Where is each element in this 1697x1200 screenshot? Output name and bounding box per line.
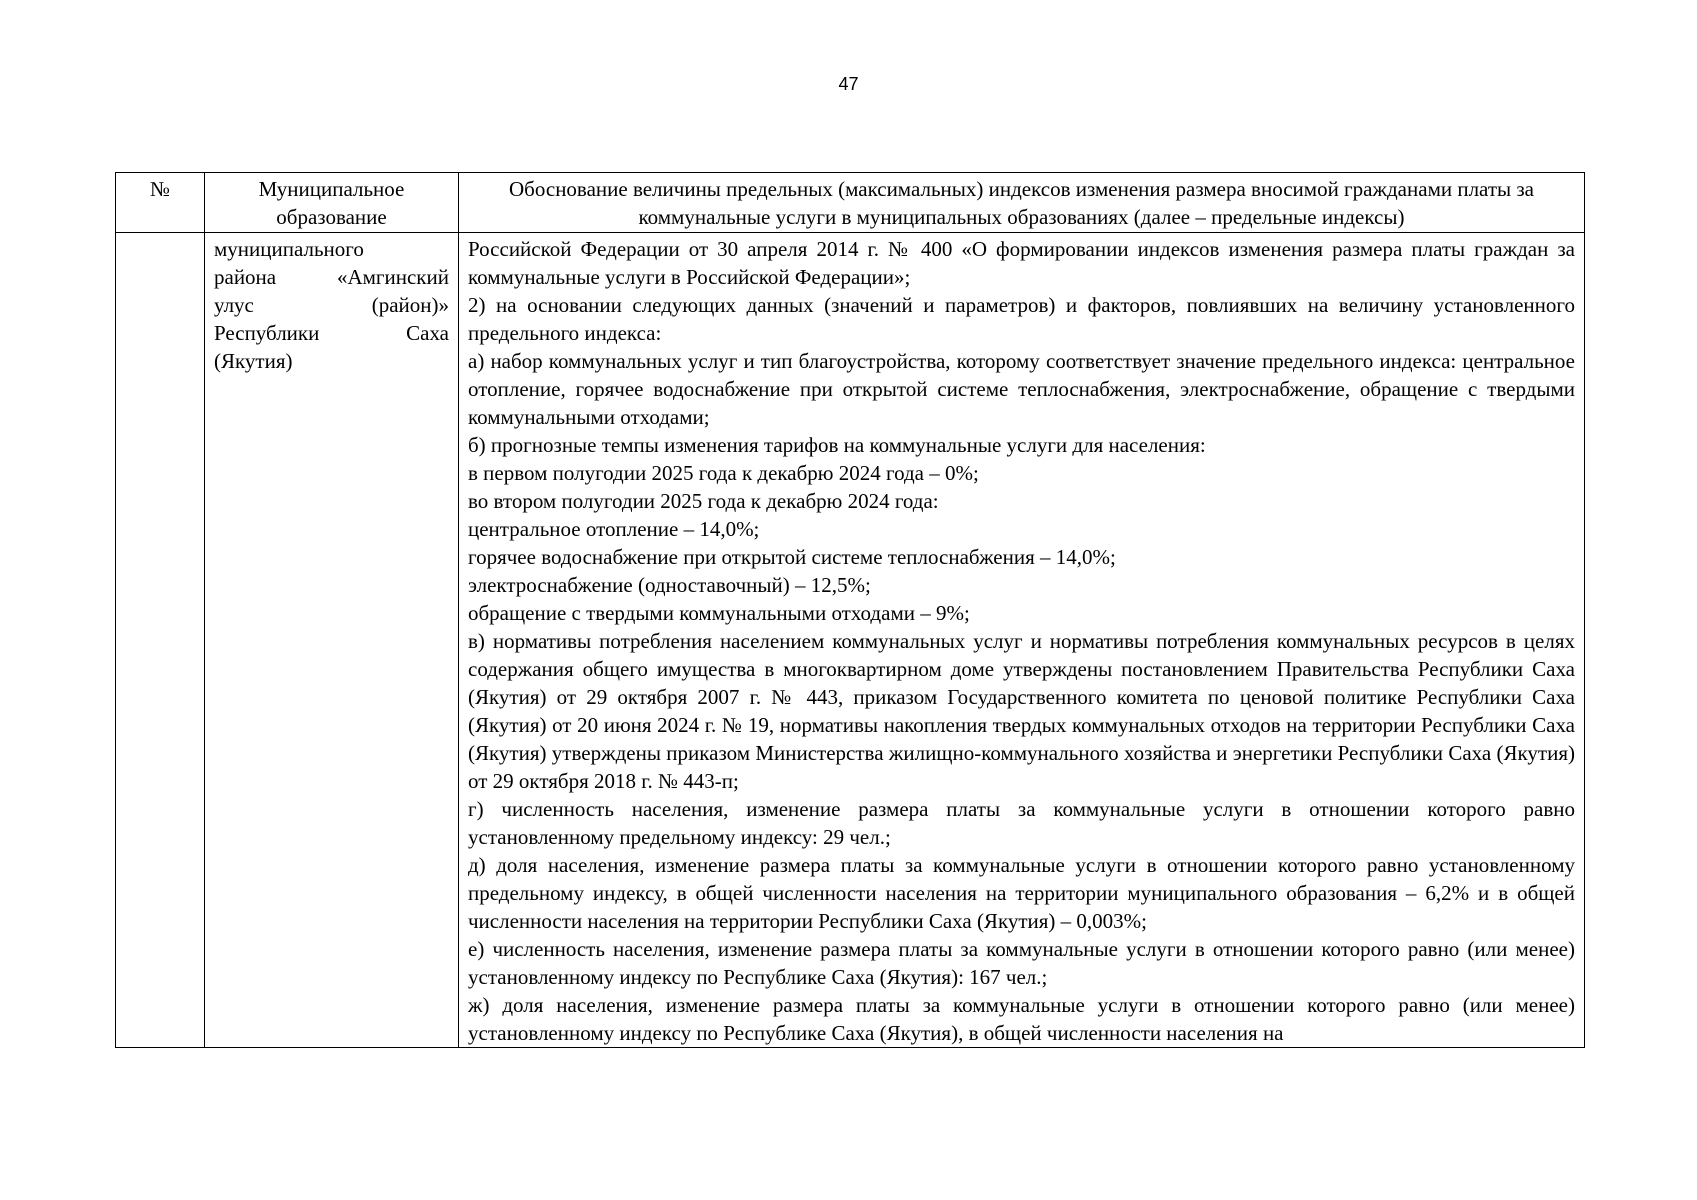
- justification-paragraph: обращение с твердыми коммунальными отходами – 9%;: [468, 601, 970, 625]
- justification-paragraph: б) прогнозные темпы изменения тарифов на коммунальные услуги для населения:: [468, 433, 1206, 457]
- municipality-line: муниципального: [214, 237, 364, 261]
- table-header-row: [116, 173, 1585, 233]
- header-justification: Обоснование величины предельных (максимальных) индексов изменения размера вносимой гражданами платы за коммунальные услуги в муниципальных образованиях (далее – предельные индексы): [459, 173, 1585, 233]
- justification-paragraph: Российской Федерации от 30 апреля 2014 г. № 400 «О формировании индексов изменения размера платы граждан за коммунальные услуги в Российской Федерации»;: [468, 237, 1575, 289]
- justification-paragraph: г) численность населения, изменение размера платы за коммунальные услуги в отношении которого равно установленному предельному индексу: 29 чел.;: [468, 797, 1575, 849]
- municipality-line: района «Амгинский: [214, 265, 449, 289]
- municipality-line: (Якутия): [214, 349, 293, 373]
- page-number: 47: [838, 74, 859, 94]
- cell-number: [116, 233, 205, 1048]
- justification-paragraph: д) доля населения, изменение размера платы за коммунальные услуги в отношении которого равно установленному предельному индексу, в общей численности населения на территории муниципального образования – 6,2% и в общей численности населения на территории Республики Саха (Якутия) – 0,003%;: [468, 853, 1575, 933]
- justification-paragraph: е) численность населения, изменение размера платы за коммунальные услуги в отношении которого равно (или менее) установленному индексу по Республике Саха (Якутия): 167 чел.;: [468, 937, 1575, 989]
- justification-paragraph: а) набор коммунальных услуг и тип благоустройства, которому соответствует значение предельного индекса: центральное отопление, горячее водоснабжение при открытой системе теплоснабжения, электроснабжение, обращение с твердыми коммунальными отходами;: [468, 349, 1575, 429]
- justification-paragraph: в первом полугодии 2025 года к декабрю 2024 года – 0%;: [468, 461, 979, 485]
- municipality-line: улус (район)»: [214, 293, 449, 317]
- header-number: №: [116, 173, 205, 233]
- justification-paragraph: горячее водоснабжение при открытой системе теплоснабжения – 14,0%;: [468, 545, 1116, 569]
- justification-paragraph: 2) на основании следующих данных (значений и параметров) и факторов, повлиявших на величину установленного предельного индекса:: [468, 293, 1575, 345]
- justification-paragraph: ж) доля населения, изменение размера платы за коммунальные услуги в отношении которого равно (или менее) установленному индексу по Республике Саха (Якутия), в общей численности населения на: [468, 993, 1575, 1045]
- municipality-line: Республики Саха: [214, 321, 449, 345]
- justification-paragraph: во втором полугодии 2025 года к декабрю 2024 года:: [468, 489, 939, 513]
- cell-municipality: [205, 233, 459, 1048]
- cell-justification: [459, 233, 1585, 1048]
- justification-table: [115, 172, 1585, 1048]
- header-municipality: Муниципальное образование: [205, 173, 459, 233]
- table-row: [116, 233, 1585, 1048]
- justification-paragraph: в) нормативы потребления населением коммунальных услуг и нормативы потребления коммунальных ресурсов в целях содержания общего имущества в многоквартирном доме утверждены постановлением Правительства Республики Саха (Якутия) от 29 октября 2007 г. № 443, приказом Государственного комитета по ценовой политике Республики Саха (Якутия) от 20 июня 2024 г. № 19, нормативы накопления твердых коммунальных отходов на территории Республики Саха (Якутия) утверждены приказом Министерства жилищно-коммунального хозяйства и энергетики Республики Саха (Якутия) от 29 октября 2018 г. № 443-п;: [468, 629, 1575, 793]
- justification-paragraph: электроснабжение (одноставочный) – 12,5%;: [468, 573, 871, 597]
- justification-paragraph: центральное отопление – 14,0%;: [468, 517, 760, 541]
